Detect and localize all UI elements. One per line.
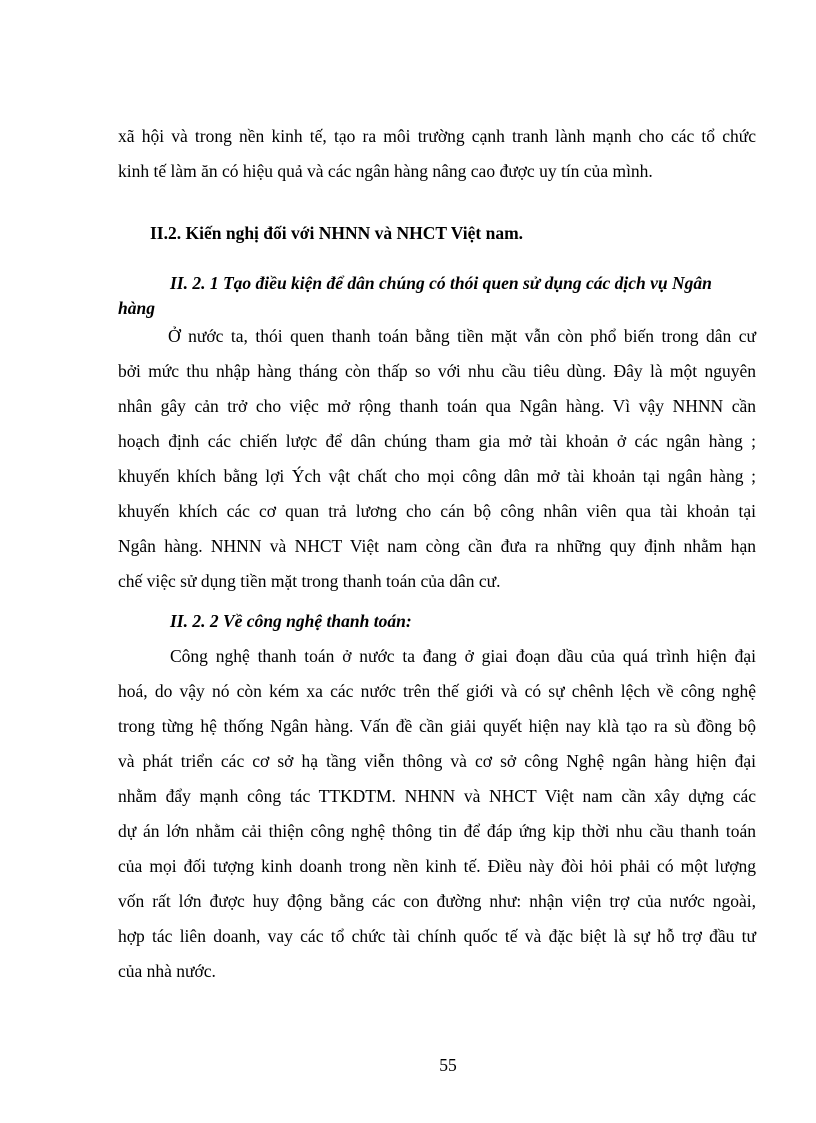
subsection-1-heading-line-1: II. 2. 1 Tạo điều kiện để dân chúng có thói quen sử dụng các dịch vụ Ngân [170, 273, 712, 293]
sub1-line-5: khuyến khích bằng lợi Ých vật chất cho mọi công dân mở tài khoản tại ngân hàng ; [118, 466, 756, 486]
section-heading: II.2. Kiến nghị đối với NHNN và NHCT Việt nam. [150, 223, 524, 243]
sub2-line-1: Công nghệ thanh toán ở nước ta đang ở giai đoạn dầu của quá trình hiện đại [170, 646, 756, 666]
sub2-line-3: trong từng hệ thống Ngân hàng. Vấn đề cần giải quyết hiện nay klà tạo ra sù đồng bộ [118, 716, 756, 736]
sub2-line-2: hoá, do vậy nó còn kém xa các nước trên thế giới và có sự chênh lệch về công nghệ [118, 681, 756, 701]
sub1-line-6: khuyến khích các cơ quan trả lương cho cán bộ công nhân viên qua tài khoản tại [118, 501, 756, 521]
sub2-line-5: nhằm đẩy mạnh công tác TTKDTM. NHNN và NHCT Việt nam cần xây dựng các [118, 786, 756, 806]
sub1-line-2: bởi mức thu nhập hàng tháng còn thấp so với nhu cầu tiêu dùng. Đây là một nguyên [118, 361, 756, 381]
sub2-line-10: của nhà nước. [118, 961, 216, 981]
subsection-1-heading-line-2: hàng [118, 298, 155, 318]
intro-line-2: kinh tế làm ăn có hiệu quả và các ngân hàng nâng cao được uy tín của mình. [118, 161, 653, 181]
sub1-line-8: chế việc sử dụng tiền mặt trong thanh toán của dân cư. [118, 571, 501, 591]
subsection-2-heading: II. 2. 2 Về công nghệ thanh toán: [170, 611, 412, 631]
sub1-line-4: hoạch định các chiến lược để dân chúng tham gia mở tài khoản ở các ngân hàng ; [118, 431, 756, 451]
sub1-line-7: Ngân hàng. NHNN và NHCT Việt nam còng cần đưa ra những quy định nhằm hạn [118, 536, 756, 556]
sub1-line-3: nhân gây cản trở cho việc mở rộng thanh toán qua Ngân hàng. Vì vậy NHNN cần [118, 396, 756, 416]
page-number: 55 [439, 1055, 457, 1075]
sub2-line-6: dự án lớn nhằm cải thiện công nghệ thông tin để đáp ứng kịp thời nhu cầu thanh toán [118, 821, 756, 841]
sub2-line-4: và phát triển các cơ sở hạ tầng viễn thông và cơ sở công Nghệ ngân hàng hiện đại [118, 751, 756, 771]
intro-line-1: xã hội và trong nền kinh tế, tạo ra môi trường cạnh tranh lành mạnh cho các tổ chức [118, 126, 756, 146]
sub2-line-7: của mọi đối tượng kinh doanh trong nền kinh tế. Điều này đòi hỏi phải có một lượng [118, 856, 756, 876]
sub1-line-1: Ở nước ta, thói quen thanh toán bằng tiền mặt vẫn còn phổ biến trong dân cư [168, 326, 756, 346]
sub2-line-8: vốn rất lớn được huy động bằng các con đường như: nhận viện trợ của nước ngoài, [118, 891, 756, 911]
sub2-line-9: hợp tác liên doanh, vay các tổ chức tài chính quốc tế và đặc biệt là sự hỗ trợ đầu tư [118, 926, 756, 946]
